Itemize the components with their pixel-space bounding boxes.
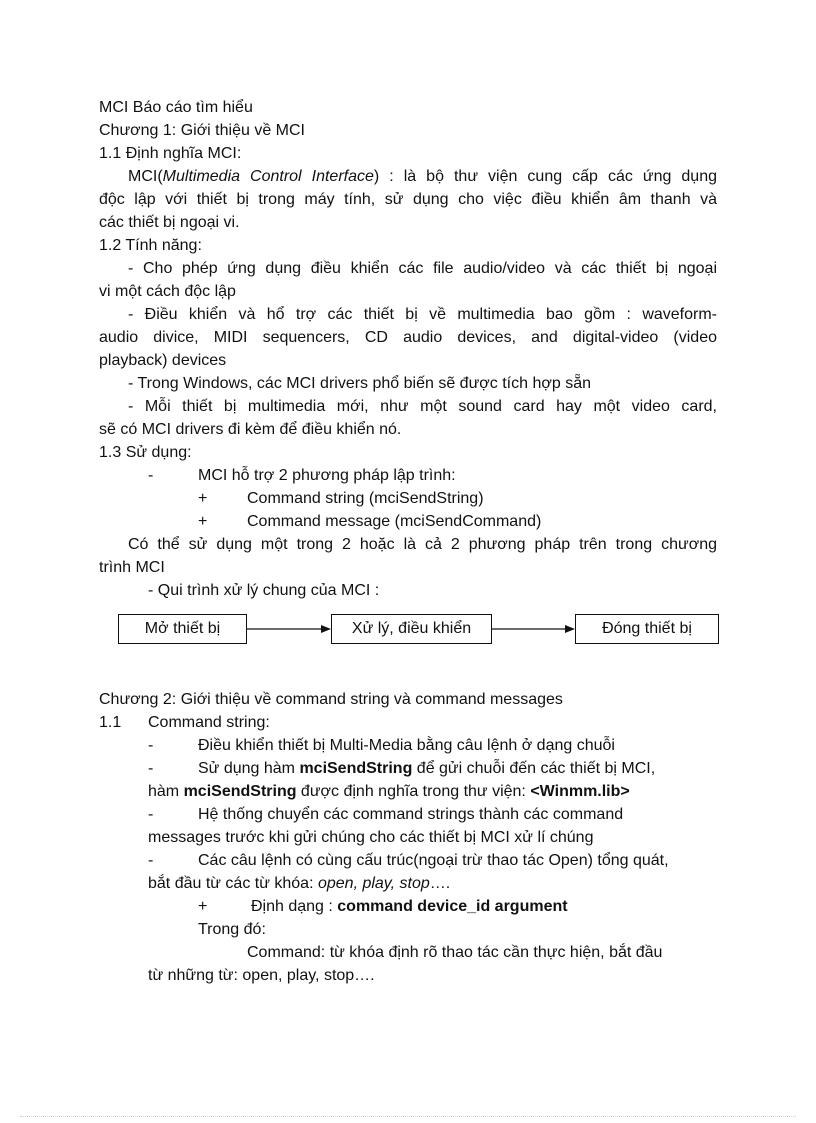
cs-dash-3: - — [148, 806, 154, 823]
usage-sub-2: Command message (mciSendCommand) — [247, 513, 542, 530]
cs-bullet-3-line-1: Hệ thống chuyển các command strings thành các command — [198, 806, 624, 823]
feature-4-line-1: - Mỗi thiết bị multimedia mới, như một sound card hay một video card, — [128, 398, 717, 415]
cs-bullet-4-line-2: bắt đầu từ các từ khóa: open, play, stop…. — [148, 875, 451, 892]
feature-4-line-2: sẽ có MCI drivers đi kèm để điều khiển nó. — [99, 421, 402, 438]
feature-2-line-3: playback) devices — [99, 352, 227, 369]
cs-dash-1: - — [148, 737, 154, 754]
usage-bullet-2: - Qui trình xử lý chung của MCI : — [148, 582, 380, 599]
cs-bullet-3-line-2: messages trước khi gửi chúng cho các thiết bị MCI xử lí chúng — [148, 829, 594, 846]
usage-plus-1: + — [198, 490, 208, 507]
page-bottom-divider — [20, 1116, 796, 1117]
definition-line-3: các thiết bị ngoại vi. — [99, 214, 240, 231]
command-desc-line-1: Command: từ khóa định rõ thao tác cần thực hiện, bắt đầu — [247, 944, 663, 961]
usage-plus-2: + — [198, 513, 208, 530]
usage-para-line-1: Có thể sử dụng một trong 2 hoặc là cả 2 phương pháp trên trong chương — [128, 536, 717, 553]
flow-arrow-2 — [492, 625, 575, 633]
definition-line-1: MCI(Multimedia Control Interface) : là bộ thư viện cung cấp các ứng dụng — [128, 168, 717, 185]
flow-arrow-1 — [247, 625, 331, 633]
usage-bullet-1: MCI hỗ trợ 2 phương pháp lập trình: — [198, 467, 456, 484]
cs-bullet-2-line-1: Sử dụng hàm mciSendString để gửi chuỗi đến các thiết bị MCI, — [198, 760, 656, 777]
cs-bullet-2-line-2: hàm mciSendString được định nghĩa trong thư viện: <Winmm.lib> — [148, 783, 630, 800]
section-1-3-heading: 1.3 Sử dụng: — [99, 444, 192, 461]
chapter-1-heading: Chương 1: Giới thiệu về MCI — [99, 122, 305, 139]
definition-line-2: độc lập với thiết bị trong máy tính, sử dụng cho việc điều khiển âm thanh và — [99, 191, 717, 208]
flow-box-close-device: Đóng thiết bị — [575, 614, 719, 644]
feature-1-line-2: vi một cách độc lập — [99, 283, 236, 300]
trong-do-label: Trong đó: — [198, 921, 266, 938]
section-1-1-heading: 1.1 Định nghĩa MCI: — [99, 145, 242, 162]
format-plus: + — [198, 898, 208, 915]
cs-dash-2: - — [148, 760, 154, 777]
format-line: Định dạng : command device_id argument — [251, 898, 568, 915]
feature-2-line-2: audio divice, MIDI sequencers, CD audio devices, and digital-video (video — [99, 329, 717, 346]
feature-2-line-1: - Điều khiển và hổ trợ các thiết bị về multimedia bao gồm : waveform- — [128, 306, 717, 323]
ch2-section-title: Command string: — [148, 714, 270, 731]
flow-box-process-control: Xử lý, điều khiển — [331, 614, 492, 644]
cs-bullet-1: Điều khiển thiết bị Multi-Media bằng câu lệnh ở dạng chuỗi — [198, 737, 615, 754]
cs-dash-4: - — [148, 852, 154, 869]
usage-sub-1: Command string (mciSendString) — [247, 490, 484, 507]
command-desc-line-2: từ những từ: open, play, stop…. — [148, 967, 375, 984]
chapter-2-heading: Chương 2: Giới thiệu về command string và command messages — [99, 691, 563, 708]
feature-3: - Trong Windows, các MCI drivers phổ biến sẽ được tích hợp sẵn — [128, 375, 591, 392]
cs-bullet-4-line-1: Các câu lệnh có cùng cấu trúc(ngoại trừ thao tác Open) tổng quát, — [198, 852, 669, 869]
usage-para-line-2: trình MCI — [99, 559, 165, 576]
doc-title: MCI Báo cáo tìm hiểu — [99, 99, 253, 116]
flow-box-open-device: Mở thiết bị — [118, 614, 247, 644]
section-1-2-heading: 1.2 Tính năng: — [99, 237, 202, 254]
feature-1-line-1: - Cho phép ứng dụng điều khiển các file audio/video và các thiết bị ngoại — [128, 260, 717, 277]
usage-dash: - — [148, 467, 154, 484]
ch2-section-number: 1.1 — [99, 714, 122, 731]
